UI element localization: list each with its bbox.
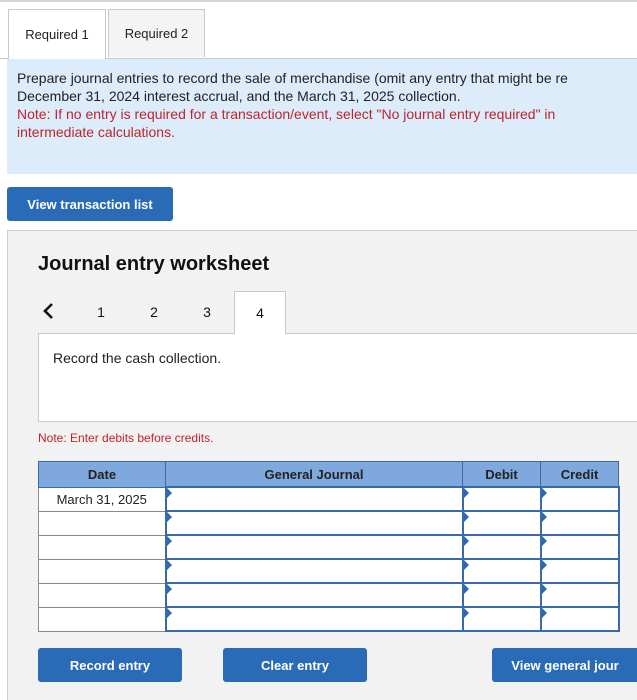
worksheet-title: Journal entry worksheet: [38, 253, 270, 275]
debit-input[interactable]: [463, 511, 541, 535]
tab-required-2[interactable]: [108, 9, 205, 57]
top-divider: [0, 0, 637, 2]
chevron-left-icon[interactable]: [38, 299, 60, 323]
credit-input[interactable]: [541, 535, 619, 559]
credit-input[interactable]: [541, 487, 619, 511]
instruction-note-2: intermediate calculations.: [17, 124, 175, 140]
journal-entry-worksheet: [7, 230, 637, 700]
credit-input[interactable]: [541, 607, 619, 631]
table-row: [39, 511, 619, 535]
instruction-note-1: Note: If no entry is required for a transaction/event, select "No journal entry required" in: [17, 106, 556, 122]
debit-input[interactable]: [463, 559, 541, 583]
debit-input[interactable]: [463, 535, 541, 559]
table-row: [39, 535, 619, 559]
account-input[interactable]: [166, 535, 463, 559]
debit-credit-note: Note: Enter debits before credits.: [38, 431, 214, 445]
instruction-line-1: Prepare journal entries to record the sale of merchandise (omit any entry that might be re: [17, 70, 568, 86]
credit-input[interactable]: [541, 559, 619, 583]
page-4[interactable]: 4: [234, 291, 286, 334]
credit-header: Credit: [541, 462, 619, 488]
instructions-box: [7, 59, 637, 174]
table-row: [39, 559, 619, 583]
table-row: [39, 607, 619, 631]
credit-input[interactable]: [541, 511, 619, 535]
description-text: Record the cash collection.: [53, 350, 222, 366]
account-input[interactable]: [166, 559, 463, 583]
account-input[interactable]: [166, 607, 463, 631]
table-header-row: [39, 462, 619, 488]
debit-input[interactable]: [463, 487, 541, 511]
date-cell: [39, 607, 166, 631]
date-cell: March 31, 2025: [39, 487, 166, 511]
account-input[interactable]: [166, 583, 463, 607]
record-entry-button[interactable]: Record entry: [38, 648, 182, 682]
debit-input[interactable]: [463, 607, 541, 631]
page-1[interactable]: 1: [97, 304, 105, 320]
tab-label: Required 2: [124, 26, 189, 41]
page-2[interactable]: 2: [150, 304, 158, 320]
clear-entry-button[interactable]: Clear entry: [223, 648, 367, 682]
general-journal-header: General Journal: [166, 462, 463, 488]
date-cell: [39, 511, 166, 535]
journal-table: [38, 461, 620, 632]
debit-input[interactable]: [463, 583, 541, 607]
credit-input[interactable]: [541, 583, 619, 607]
date-cell: [39, 535, 166, 559]
date-cell: [39, 559, 166, 583]
table-row: [39, 487, 619, 511]
view-general-journal-button[interactable]: View general jour: [492, 648, 637, 682]
debit-header: Debit: [463, 462, 541, 488]
page-3[interactable]: 3: [203, 304, 211, 320]
instruction-line-2: December 31, 2024 interest accrual, and the March 31, 2025 collection.: [17, 88, 461, 104]
account-input[interactable]: [166, 511, 463, 535]
account-input[interactable]: [166, 487, 463, 511]
worksheet-pager: [8, 291, 637, 336]
view-transaction-list-button[interactable]: View transaction list: [7, 187, 173, 221]
date-cell: [39, 583, 166, 607]
table-row: [39, 583, 619, 607]
entry-description: [38, 333, 637, 422]
tab-label: Required 1: [25, 27, 89, 42]
tab-required-1[interactable]: [8, 9, 106, 59]
date-header: Date: [39, 462, 166, 488]
